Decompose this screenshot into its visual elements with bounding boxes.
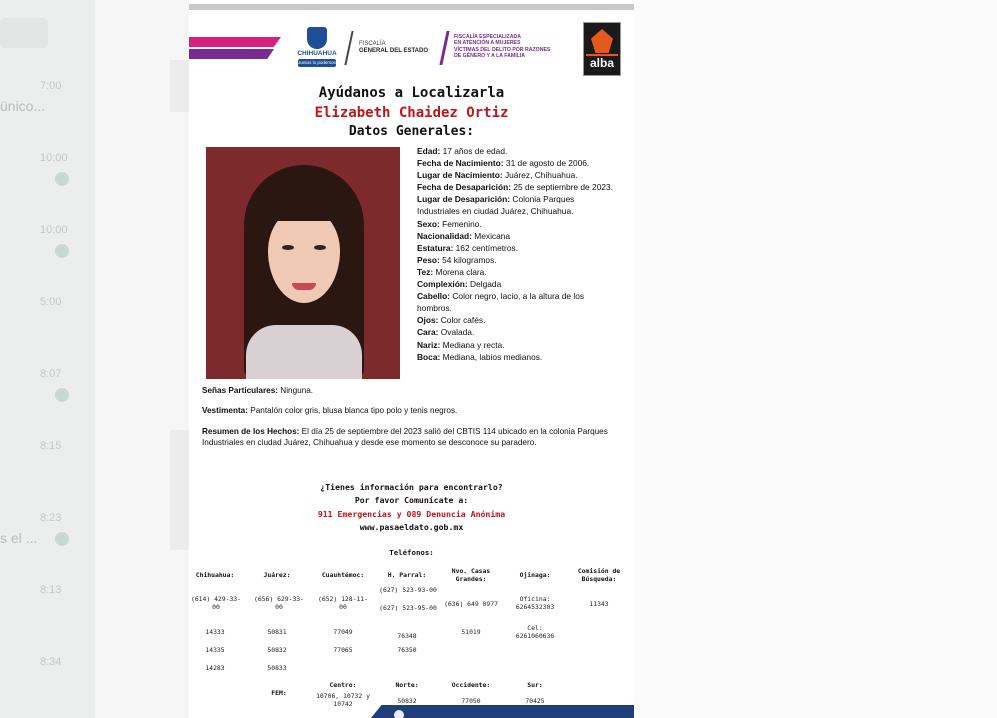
alba-figure-icon	[591, 29, 613, 53]
detail-label: Cara:	[417, 327, 439, 338]
detail-row	[417, 326, 617, 338]
senas-particulares	[202, 386, 622, 397]
chat-background	[634, 0, 997, 718]
detail-row	[417, 290, 617, 314]
tel-header: Comisión de Búsqueda:	[577, 567, 621, 583]
detail-value: Morena clara.	[435, 266, 487, 277]
tel-value: Oficina:	[519, 595, 551, 603]
tel-value: 50831	[267, 628, 287, 636]
senas-value: Ninguna.	[280, 386, 314, 395]
detail-value: Color cafés.	[440, 315, 486, 326]
section-title: Datos Generales:	[348, 124, 475, 139]
tel-value: 50833	[267, 664, 287, 672]
footer-logo-icon	[394, 710, 404, 718]
tel-value: Cel:	[527, 624, 543, 632]
detail-value: Mediana y recta.	[442, 339, 505, 350]
detail-row	[417, 278, 617, 290]
missing-person-flyer[interactable]	[189, 0, 634, 718]
fem-value: 10706, 10732 y 10742	[316, 692, 370, 708]
detail-label: Lugar de Nacimiento:	[417, 170, 503, 181]
detail-label: Sexo:	[417, 218, 440, 229]
detail-label: Fecha de Nacimiento:	[417, 158, 504, 169]
fiscalia-general-label	[359, 41, 428, 55]
magenta-stripe	[189, 37, 281, 47]
alba-protocol-logo	[583, 22, 621, 76]
flyer-title: Ayúdanos a Localizarla	[318, 85, 505, 101]
detail-label: Estatura:	[417, 242, 454, 253]
chat-timestamp: 8:13	[40, 584, 62, 596]
fem-header: Centro:	[329, 681, 357, 689]
detail-value: 162 centímetros.	[455, 242, 519, 253]
fem-header: Occidente:	[451, 681, 491, 689]
missing-person-name: Elizabeth Chaidez Ortiz	[314, 105, 509, 121]
detail-row	[417, 351, 617, 363]
chat-thumbnail[interactable]	[170, 430, 189, 550]
vestimenta	[202, 406, 622, 417]
photo-shirt	[246, 325, 362, 379]
tel-value: 50832	[267, 646, 287, 654]
detail-row	[417, 157, 617, 169]
tel-value: 77065	[333, 646, 353, 654]
chat-timestamp: 8:23	[40, 512, 62, 524]
detail-label: Lugar de Desaparición:	[417, 194, 511, 205]
tel-header: H. Parral:	[387, 571, 427, 579]
tel-value: (656) 629-33-00	[253, 595, 305, 611]
detail-label: Nacionalidad:	[417, 230, 472, 241]
chat-snippet: ünico...	[0, 98, 46, 114]
chihuahua-tagline-badge	[298, 59, 336, 67]
telefonos-title: Teléfonos:	[389, 548, 434, 557]
alba-label: alba	[589, 56, 614, 70]
detail-row	[417, 242, 617, 254]
fiscalia-especializada-label	[454, 34, 550, 60]
tel-value: 6261060636	[515, 632, 555, 640]
chihuahua-shield-icon	[307, 27, 327, 49]
fiscalia-line2: GENERAL DEL ESTADO	[359, 48, 429, 54]
detail-value: 54 kilogramos.	[442, 254, 497, 265]
unread-badge	[55, 532, 69, 546]
detail-value: Color negro, lacio, a la altura de los hombros.	[417, 291, 585, 314]
tel-value: 14333	[205, 628, 225, 636]
detail-label: Complexión:	[417, 279, 468, 290]
detail-row	[417, 169, 617, 181]
fiscalia-esp-line: FISCALÍA ESPECIALIZADA	[454, 34, 521, 40]
detail-label: Boca:	[417, 351, 441, 362]
detail-row	[417, 218, 617, 230]
chihuahua-government-logo	[293, 27, 341, 67]
tel-value: (627) 523-95-00	[379, 604, 437, 612]
tel-header: Ojinaga:	[519, 571, 551, 579]
purple-stripe	[189, 49, 274, 59]
chat-timestamp: 7:00	[40, 80, 62, 92]
tel-value: (652) 128-11-00	[317, 595, 369, 611]
missing-person-photo	[206, 147, 400, 379]
resumen-label: Resumen de los Hechos:	[202, 427, 300, 436]
chat-timestamp: 8:34	[40, 656, 62, 668]
tel-value: 11343	[589, 600, 609, 608]
detail-value: Ovalada.	[440, 327, 475, 338]
footer-bar	[371, 705, 634, 718]
personal-details	[417, 145, 617, 363]
photo-lips	[292, 283, 316, 290]
contact-question: ¿Tienes información para encontrarlo?	[320, 482, 503, 492]
detail-value: Colonia Parques Industriales en ciudad Juárez, Chihuahua.	[417, 194, 575, 217]
detail-row	[417, 254, 617, 266]
detail-label: Ojos:	[417, 315, 439, 326]
tel-header: Nvo. Casas Grandes:	[451, 567, 491, 583]
photo-bangs	[264, 187, 344, 221]
detail-label: Tez:	[417, 266, 434, 277]
detail-value: Femenino.	[442, 218, 482, 229]
unread-badge	[55, 172, 69, 186]
senas-label: Señas Particulares:	[202, 386, 279, 395]
photo-eye	[282, 245, 294, 250]
tel-value: 76350	[397, 646, 417, 654]
fiscalia-esp-line: VÍCTIMAS DEL DELITO POR RAZONES	[454, 46, 551, 53]
fem-label: FEM:	[271, 689, 287, 697]
tel-value: (636) 649 0977	[444, 600, 498, 608]
tel-header: Chihuahua:	[195, 571, 235, 579]
fem-header: Norte:	[395, 681, 419, 689]
detail-value: Mexicana	[474, 230, 511, 241]
detail-row	[417, 266, 617, 278]
tel-value: (627) 523-93-00	[379, 586, 437, 594]
detail-row	[417, 339, 617, 351]
fem-header: Sur:	[527, 681, 543, 689]
fiscalia-esp-line: DE GÉNERO Y A LA FAMILIA	[454, 53, 525, 60]
detail-value: 17 años de edad.	[442, 146, 508, 156]
fem-value: 77050	[461, 697, 481, 705]
detail-row	[417, 230, 617, 242]
detail-label: Edad:	[417, 146, 441, 156]
search-bar[interactable]	[0, 18, 48, 48]
detail-row	[417, 145, 617, 157]
chihuahua-label: CHIHUAHUA	[297, 50, 337, 57]
tel-header: Juárez:	[263, 571, 291, 579]
detail-value: Delgada	[470, 279, 502, 290]
fem-value: 50832	[397, 697, 417, 705]
flyer-top-border	[189, 4, 634, 10]
tel-value: 76348	[397, 632, 417, 640]
resumen-hechos	[202, 427, 622, 448]
chat-timestamp: 8:15	[40, 440, 62, 452]
detail-row	[417, 181, 617, 193]
chat-snippet: s el ...	[0, 530, 38, 546]
fiscalia-line1: FISCALÍA	[359, 41, 386, 47]
detail-label: Peso:	[417, 254, 440, 265]
header-divider	[344, 31, 353, 65]
chat-timestamp: 8:07	[40, 368, 62, 380]
tel-value: (614) 429-33-00	[190, 595, 242, 611]
chat-timestamp: 10:00	[40, 224, 68, 236]
detail-label: Nariz:	[417, 339, 441, 350]
detail-value: 25 de septiembre de 2023.	[513, 182, 614, 193]
tel-value: 6264532303	[515, 603, 555, 611]
chat-timestamp: 10:00	[40, 152, 68, 164]
chihuahua-tagline: Juntos lo podemos	[298, 60, 336, 65]
vestimenta-label: Vestimenta:	[202, 406, 248, 415]
resumen-value: El día 25 de septiembre del 2023 salió del CBTIS 114 ubicado en la colonia Parques Industriales en ciudad Juárez, Chihuahua y desde ese momento se desconoce su paradero.	[202, 427, 608, 447]
contact-prompt: Por favor Comunícate a:	[354, 495, 469, 505]
chat-thumbnail[interactable]	[170, 60, 189, 112]
vestimenta-value: Pantalón color gris, blusa blanca tipo polo y tenis negros.	[250, 406, 458, 415]
fiscalia-esp-line: EN ATENCIÓN A MUJERES	[454, 40, 521, 47]
tel-value: 14335	[205, 646, 225, 654]
detail-row	[417, 314, 617, 326]
header-divider-purple	[439, 31, 449, 65]
unread-badge	[55, 388, 69, 402]
unread-badge	[55, 244, 69, 258]
tel-value: 51019	[461, 628, 481, 636]
website-link: www.pasaeldato.gob.mx	[359, 522, 464, 532]
detail-label: Fecha de Desaparición:	[417, 182, 512, 193]
fem-value: 70425	[525, 697, 545, 705]
tel-value: 14283	[205, 664, 225, 672]
detail-value: Juárez, Chihuahua.	[504, 170, 578, 181]
detail-row	[417, 193, 617, 217]
tel-header: Cuauhtémoc:	[321, 571, 365, 579]
detail-label: Cabello:	[417, 291, 451, 302]
detail-value: 31 de agosto de 2006.	[505, 158, 590, 169]
emergency-numbers: 911 Emergencias y 089 Denuncia Anónima	[317, 509, 506, 519]
detail-value: Mediana, labios medianos.	[442, 351, 543, 362]
photo-eye	[314, 245, 326, 250]
chat-timestamp: 5:00	[40, 296, 62, 308]
tel-value: 77049	[333, 628, 353, 636]
